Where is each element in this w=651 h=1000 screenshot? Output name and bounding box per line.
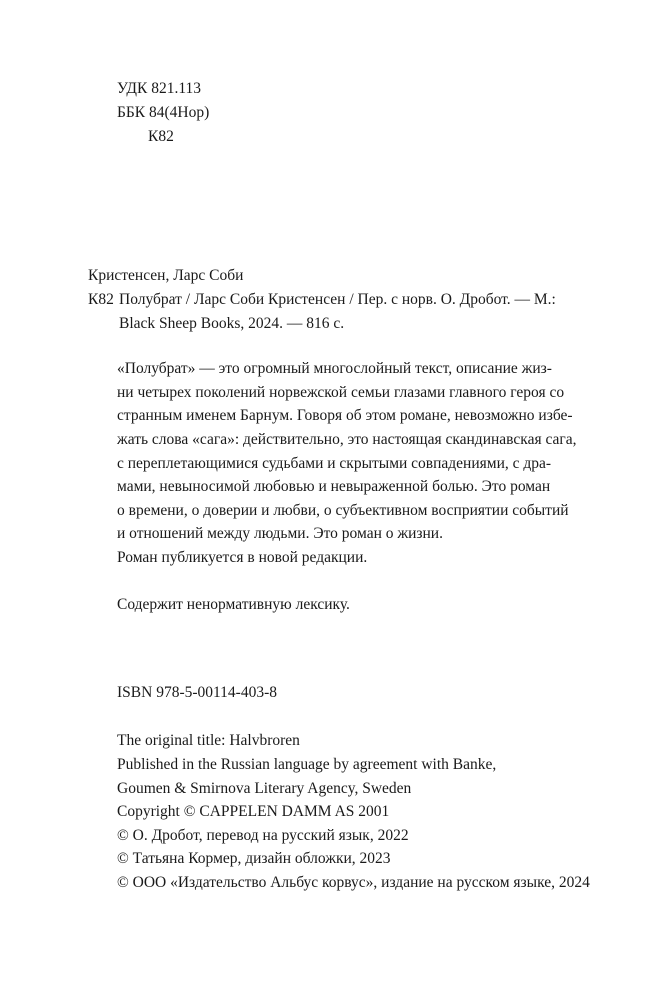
annotation-line: «Полубрат» — это огромный многослойный текст, описание жиз- [117,360,552,377]
copyright-line: The original title: Halvbroren [117,732,300,749]
copyright-line: © ООО «Издательство Альбус корвус», издание на русском языке, 2024 [117,874,590,891]
annotation-line: с переплетающимися судьбами и скрытыми совпадениями, с дра- [117,455,552,472]
annotation-line: ни четырех поколений норвежской семьи глазами главного героя со [117,384,565,401]
record-author: Кристенсен, Ларс Соби [88,267,244,284]
annotation-line: о времени, о доверии и любви, о субъективном восприятии событий [117,502,569,519]
copyright-line: © Татьяна Кормер, дизайн обложки, 2023 [117,850,391,867]
copyright-line: Copyright © CAPPELEN DAMM AS 2001 [117,803,390,820]
record-publisher-line: Black Sheep Books, 2024. — 816 с. [119,315,345,332]
author-sign: К82 [148,128,174,145]
annotation-line: Роман публикуется в новой редакции. [117,549,368,566]
record-code: К82 [88,291,114,308]
copyright-line: Published in the Russian language by agreement with Banke, [117,756,497,773]
annotation-line: и отношений между людьми. Это роман о жизни. [117,525,443,542]
annotation-line: странным именем Барнум. Говоря об этом романе, невозможно избе- [117,407,573,424]
udk-code: УДК 821.113 [117,80,201,97]
record-title-line: Полубрат / Ларс Соби Кристенсен / Пер. с норв. О. Дробот. — М.: [119,291,556,308]
isbn: ISBN 978-5-00114-403-8 [117,684,278,701]
content-warning: Содержит ненормативную лексику. [117,596,350,613]
annotation-line: мами, невыносимой любовью и невыраженной болью. Это роман [117,478,551,495]
annotation-line: жать слова «сага»: действительно, это настоящая скандинавская сага, [117,431,577,448]
copyright-line: © О. Дробот, перевод на русский язык, 2022 [117,827,409,844]
copyright-line: Goumen & Smirnova Literary Agency, Sweden [117,780,412,797]
bbk-code: ББК 84(4Нор) [117,104,210,121]
